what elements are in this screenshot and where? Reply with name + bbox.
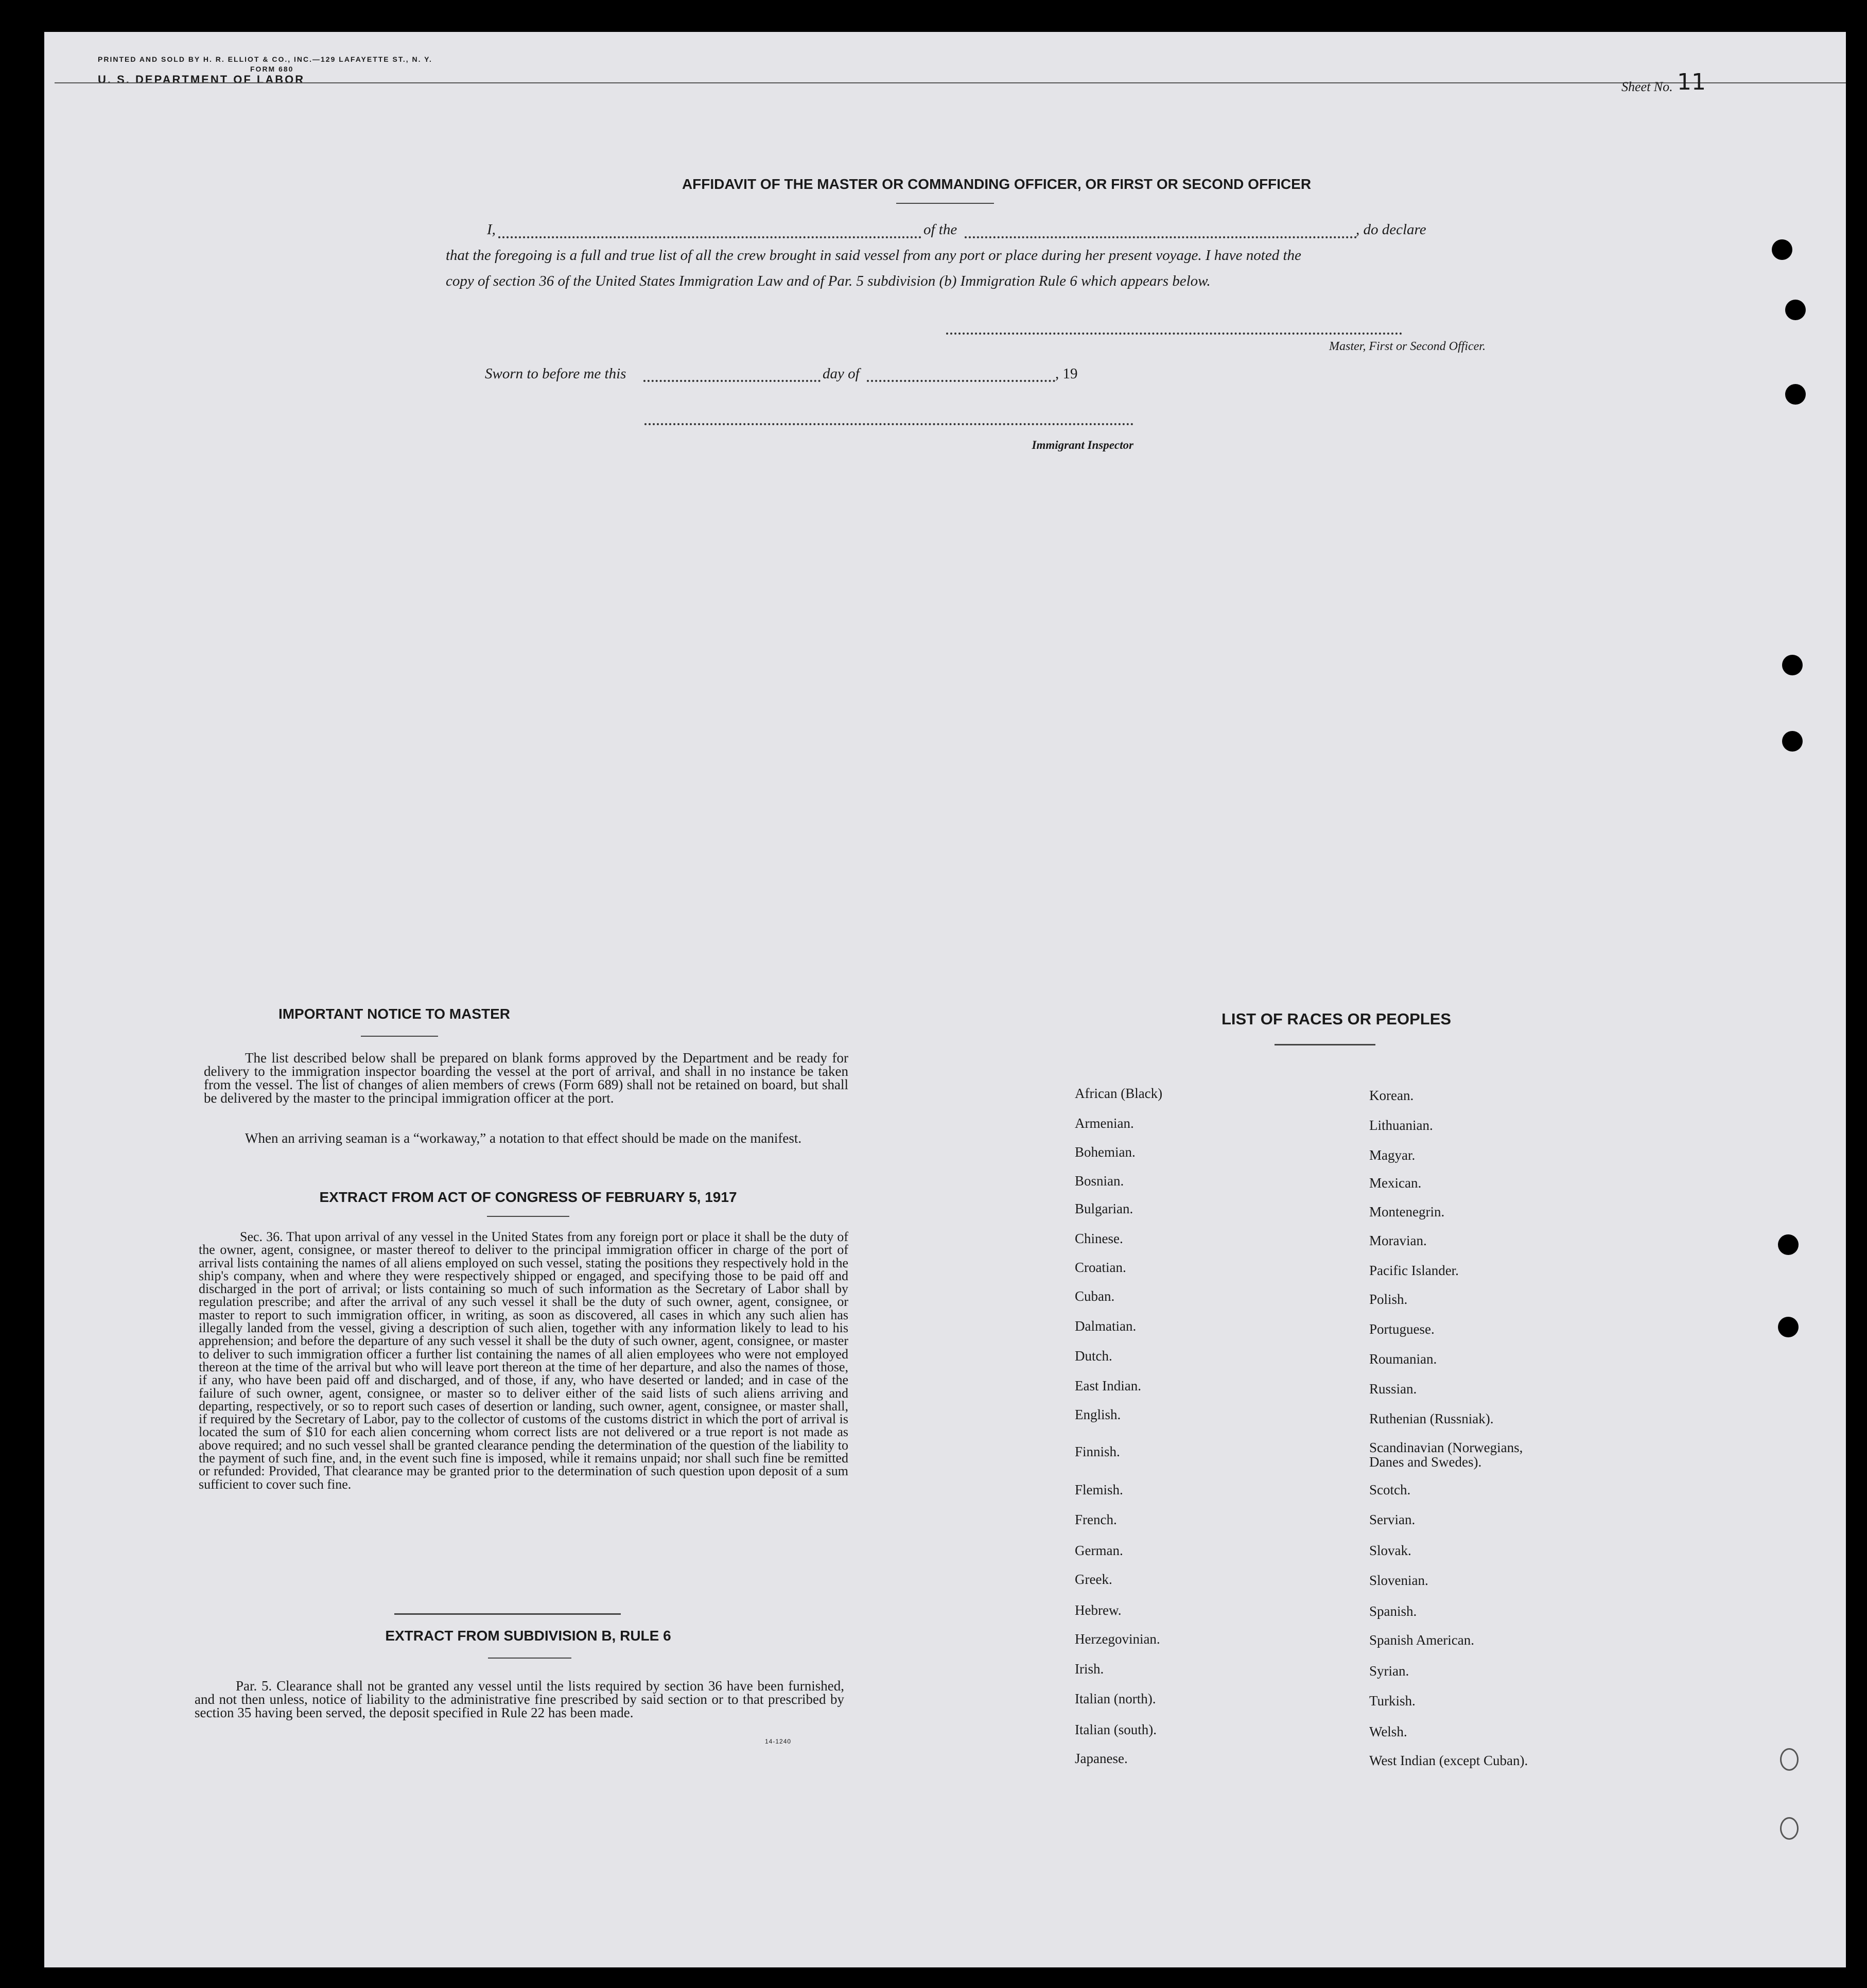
race-item: Pacific Islander.: [1369, 1263, 1459, 1278]
race-item: Herzegovinian.: [1075, 1631, 1160, 1647]
department-label: U. S. DEPARTMENT OF LABOR: [98, 73, 305, 86]
race-item: Scotch.: [1369, 1482, 1411, 1497]
affidavit-line3: copy of section 36 of the United States Immigration Law and of Par. 5 subdivision (b) Immigration Rule 6 which appears below.: [446, 273, 1211, 289]
binder-hole: [1782, 655, 1803, 675]
affidavit-title: AFFIDAVIT OF THE MASTER OR COMMANDING OFFICER, OR FIRST OR SECOND OFFICER: [682, 176, 1312, 192]
notice-paragraph-2: When an arriving seaman is a “workaway,” a notation to that effect should be made on the manifest.: [245, 1130, 802, 1146]
race-item: Syrian.: [1369, 1663, 1409, 1679]
binder-hole: [1782, 731, 1803, 752]
race-item: Bosnian.: [1075, 1173, 1124, 1189]
sworn-text: Sworn to before me this: [485, 365, 626, 382]
race-item: Japanese.: [1075, 1751, 1128, 1766]
race-item: Slovenian.: [1369, 1573, 1428, 1588]
race-item: Croatian.: [1075, 1260, 1126, 1275]
race-item: Korean.: [1369, 1088, 1414, 1103]
affidavit-line2: that the foregoing is a full and true list of all the crew brought in said vessel from any port or place during her present voyage. I have noted the: [446, 247, 1301, 264]
binder-hole: [1780, 1817, 1799, 1840]
race-item: Flemish.: [1075, 1482, 1123, 1497]
form-code: 14-1240: [765, 1738, 792, 1745]
vessel-field[interactable]: [965, 236, 1357, 238]
month-field[interactable]: [867, 380, 1055, 382]
title-underline: [896, 203, 994, 204]
race-item: German.: [1075, 1543, 1123, 1558]
race-item: Spanish American.: [1369, 1632, 1474, 1648]
affidavit-declare: , do declare: [1356, 221, 1426, 238]
race-item: Turkish.: [1369, 1693, 1416, 1708]
race-item: Welsh.: [1369, 1724, 1407, 1739]
race-item: Servian.: [1369, 1512, 1416, 1527]
extract-act-end-rule: [394, 1613, 621, 1615]
notice-title: IMPORTANT NOTICE TO MASTER: [278, 1006, 511, 1022]
race-item: English.: [1075, 1407, 1121, 1422]
sheet-number: 11: [1677, 69, 1706, 95]
race-item: Armenian.: [1075, 1115, 1134, 1131]
race-item: Scandinavian (Norwegians, Danes and Swedes).: [1369, 1440, 1523, 1470]
sheet-label: Sheet No.: [1621, 79, 1673, 94]
race-item: Montenegrin.: [1369, 1204, 1445, 1219]
race-item: African (Black): [1075, 1086, 1163, 1101]
races-underline: [1275, 1044, 1375, 1045]
form-page: [44, 32, 1846, 1967]
race-item: Greek.: [1075, 1572, 1112, 1587]
race-item: Slovak.: [1369, 1543, 1411, 1558]
master-signature-field[interactable]: [946, 333, 1402, 335]
affidavit-of-the: of the: [923, 221, 957, 238]
race-item: Polish.: [1369, 1292, 1408, 1307]
races-title: LIST OF RACES OR PEOPLES: [1221, 1010, 1452, 1028]
day-field[interactable]: [643, 380, 821, 382]
binder-hole: [1772, 239, 1792, 260]
extract-act-title: EXTRACT FROM ACT OF CONGRESS OF FEBRUARY 5, 1917: [319, 1189, 737, 1205]
race-item: West Indian (except Cuban).: [1369, 1753, 1528, 1768]
race-item: Irish.: [1075, 1661, 1104, 1677]
extract-rule-text: Par. 5. Clearance shall not be granted any vessel until the lists required by section 36 have been furnished, and not then unless, notice of liability to the administrative fine prescribed by said section or to that prescribed by section 35 having been served, the deposit specified in Rule 22 has been made.: [195, 1678, 844, 1720]
notice-paragraph-1: The list described below shall be prepared on blank forms approved by the Department and be ready for delivery to the immigration inspector boarding the vessel at the port of arrival, and shall in no instance be taken from the vessel. The list of changes of alien members of crews (Form 689) shall not be retained on board, but shall be delivered by the master to the principal immigration officer at the port.: [204, 1050, 848, 1106]
year-prefix: , 19: [1055, 365, 1078, 382]
binder-hole: [1780, 1748, 1799, 1771]
race-item: Lithuanian.: [1369, 1118, 1433, 1133]
race-item: Bulgarian.: [1075, 1201, 1133, 1216]
race-item: Roumanian.: [1369, 1351, 1437, 1367]
extract-rule-underline: [488, 1658, 571, 1659]
printer-line: PRINTED AND SOLD BY H. R. ELLIOT & CO., INC.—129 LAFAYETTE ST., N. Y.: [98, 55, 432, 63]
day-of-text: day of: [823, 365, 860, 382]
race-item: Moravian.: [1369, 1233, 1427, 1248]
inspector-label: Immigrant Inspector: [1032, 439, 1133, 451]
affidavit-i: I,: [487, 221, 496, 238]
notice-underline: [361, 1036, 438, 1037]
race-item: Chinese.: [1075, 1231, 1123, 1246]
master-label: Master, First or Second Officer.: [1329, 340, 1486, 353]
race-item: Dalmatian.: [1075, 1318, 1137, 1334]
form-number: FORM 680: [250, 65, 294, 73]
race-item: Spanish.: [1369, 1603, 1417, 1619]
race-item: East Indian.: [1075, 1378, 1141, 1393]
race-item: Cuban.: [1075, 1288, 1115, 1304]
race-item: Ruthenian (Russniak).: [1369, 1411, 1494, 1426]
race-item: Portuguese.: [1369, 1321, 1435, 1337]
header-rule: [55, 82, 1846, 83]
name-field[interactable]: [498, 236, 921, 238]
race-item: French.: [1075, 1512, 1117, 1527]
race-item: Bohemian.: [1075, 1144, 1136, 1160]
binder-hole: [1785, 300, 1806, 320]
race-item: Italian (north).: [1075, 1691, 1156, 1706]
inspector-signature-field[interactable]: [644, 423, 1133, 425]
extract-act-text: Sec. 36. That upon arrival of any vessel in the United States from any foreign port or place it shall be the duty of the owner, agent, consignee, or master thereof to deliver to the principal immigration officer in charge of the port of arrival lists containing the names of all aliens employed on such vessel, stating the positions they respectively hold in the ship's company, when and where they were respectively shipped or engaged, and specifying those to be paid off and discharged in the port of arrival; or lists containing so much of such information as the Secretary of Labor shall by regulation prescribe; and after the arrival of any such vessel it shall be the duty of such owner, agent, consignee, or master to report to such immigration officer, in writing, as soon as discovered, all cases in which any such alien has illegally landed from the vessel, giving a description of such alien, together with any information likely to lead to his apprehension; and before the departure of any such vessel it shall be the duty of such owner, agent, consignee, or master to deliver to such immigration officer a further list containing the names of all alien employees who were not employed thereon at the time of the arrival but who will leave port thereon at the time of her departure, and also the names of those, if any, who have been paid off and discharged, and of those, if any, who have deserted or landed; and in case of the failure of such owner, agent, consignee, or master so to deliver either of the said lists of such aliens arriving and departing, respectively, or so to report such cases of desertion or landing, such owner, agent, consignee, or master shall, if required by the Secretary of Labor, pay to the collector of customs of the customs district in which the port of arrival is located the sum of $10 for each alien concerning whom correct lists are not delivered or a true report is not made as above required; and no such vessel shall be granted clearance pending the determination of the question of the liability to the payment of such fine, and, in the event such fine is imposed, while it remains unpaid; nor shall such fine be remitted or refunded: Provided, That clearance may be granted prior to the determination of such question upon deposit of a sum sufficient to cover such fine.: [199, 1229, 849, 1492]
race-item: Italian (south).: [1075, 1722, 1157, 1737]
binder-hole: [1778, 1317, 1799, 1337]
extract-rule-title: EXTRACT FROM SUBDIVISION B, RULE 6: [385, 1628, 671, 1644]
binder-hole: [1785, 384, 1806, 405]
race-item: Magyar.: [1369, 1147, 1416, 1163]
race-item: Russian.: [1369, 1381, 1417, 1397]
race-item: Finnish.: [1075, 1444, 1120, 1459]
binder-hole: [1778, 1234, 1799, 1255]
race-item: Dutch.: [1075, 1348, 1112, 1364]
race-item: Hebrew.: [1075, 1602, 1122, 1618]
extract-act-underline: [487, 1216, 569, 1217]
race-item: Mexican.: [1369, 1175, 1422, 1191]
